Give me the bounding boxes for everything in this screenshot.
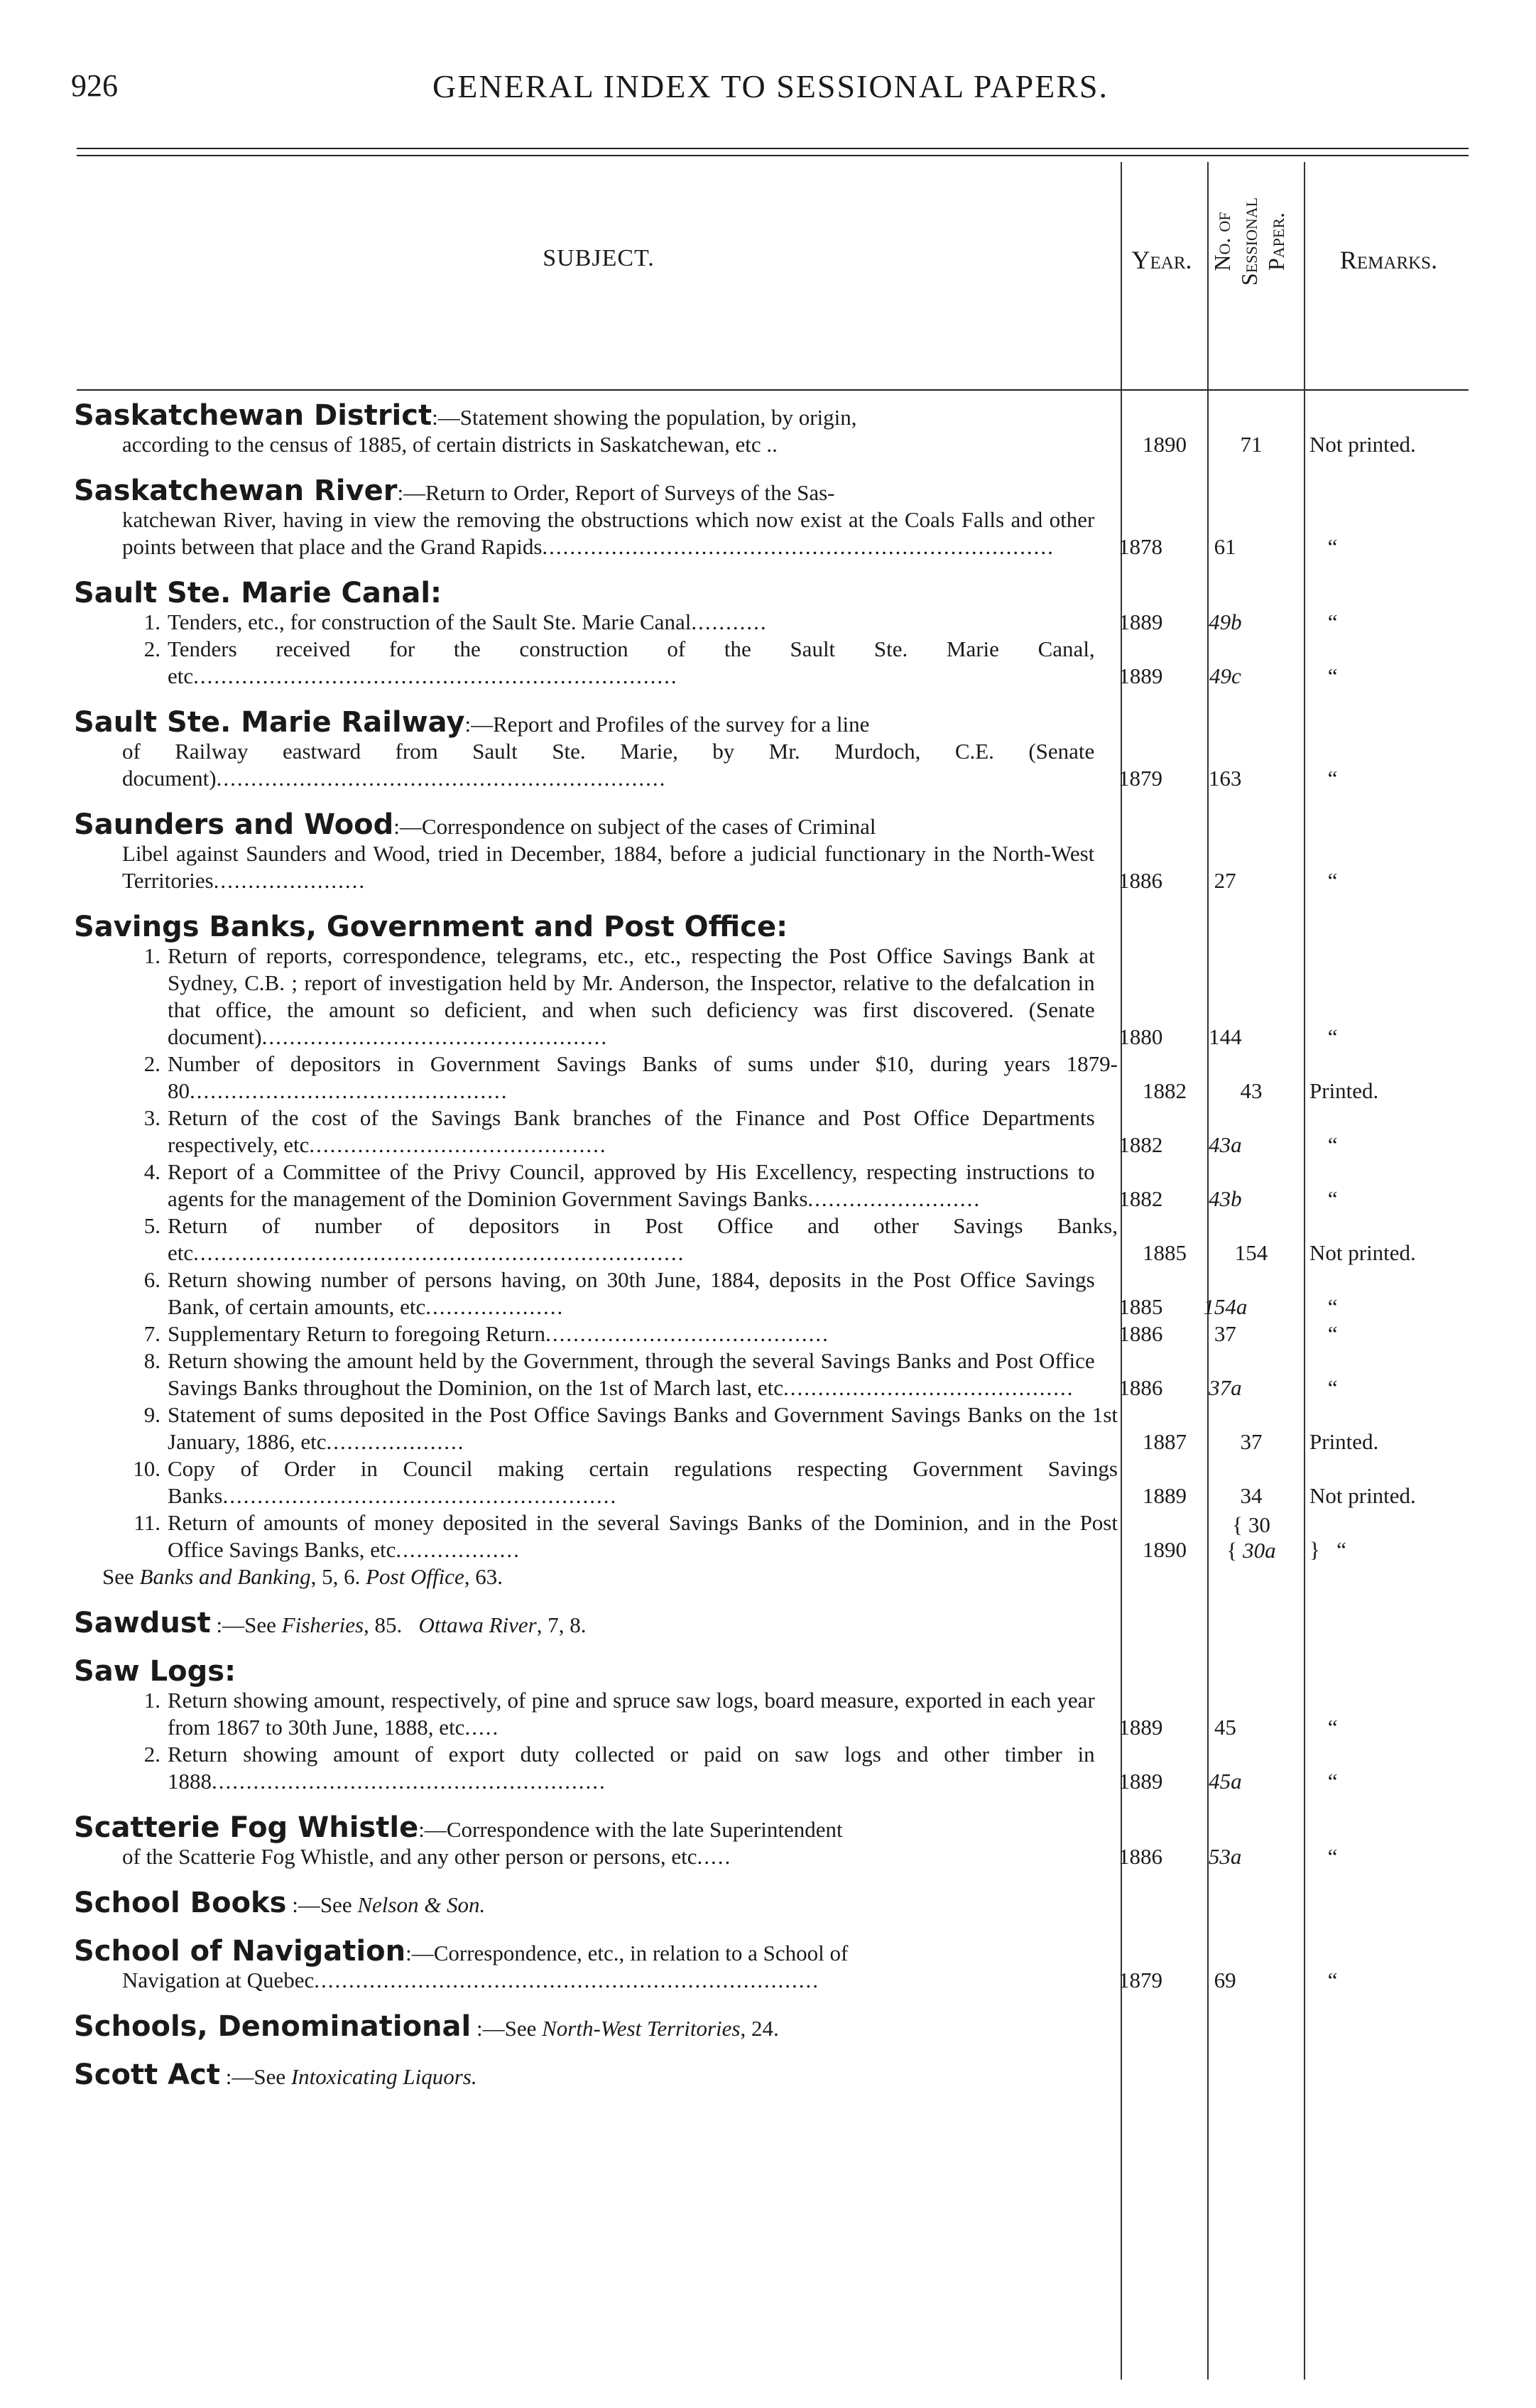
table-row	[74, 636, 1494, 690]
entry-school-of-navigation	[74, 1937, 1494, 1994]
entry-schools-denominational	[74, 2012, 1494, 2042]
entry-heading: School of Navigation	[74, 1935, 406, 1968]
column-header-rule	[77, 389, 1469, 391]
remarks-cell: “	[1327, 663, 1338, 688]
entry-heading-colon: :	[776, 911, 788, 943]
item-text: Return showing amount, respectively, of pine and spruce saw logs, board measure, exported in each year from 1867 to 30th June, 1888, etc	[168, 1688, 1095, 1740]
remarks-cell: “	[1327, 1769, 1338, 1794]
table-row	[74, 1509, 1494, 1563]
paper-number-first: { 30	[1232, 1512, 1270, 1537]
column-header-paper-line1: No. of	[1209, 212, 1235, 271]
year-cell: 1880	[1118, 1024, 1163, 1049]
table-row	[74, 1105, 1494, 1159]
year-cell: 1890	[1143, 432, 1187, 457]
entry-heading: Scatterie Fog Whistle	[74, 1811, 419, 1844]
year-cell: 1885	[1143, 1240, 1187, 1265]
item-text: Report of a Committee of the Privy Council, approved by His Excellency, respecting instructions to agents for the management of the Dominion Government Savings Banks	[168, 1159, 1095, 1211]
table-row	[74, 506, 1494, 560]
see-reference-numbers: , 63.	[464, 1564, 503, 1589]
item-number: 4.	[143, 1159, 160, 1184]
remarks-cell: “	[1327, 1024, 1338, 1049]
leader-dots: ..........................................	[783, 1375, 1074, 1400]
entry-school-books	[74, 1889, 1494, 1919]
year-cell: 1879	[1118, 1968, 1162, 1992]
entry-text: :—Report and Profiles of the survey for a line	[464, 712, 870, 737]
remarks-cell: “	[1327, 609, 1338, 634]
year-cell: 1889	[1118, 1769, 1163, 1794]
table-row	[74, 1320, 1494, 1347]
entry-text: according to the census of 1885, of certain districts in Saskatchewan, etc ..	[122, 432, 778, 457]
see-prefix: :—See	[216, 1612, 276, 1637]
item-number: 11.	[134, 1510, 160, 1535]
column-header-year: Year.	[1131, 246, 1192, 274]
table-row	[74, 1741, 1494, 1795]
year-cell: 1886	[1118, 868, 1162, 893]
entry-heading-colon: :	[224, 1655, 236, 1688]
leader-dots: ....................	[425, 1294, 565, 1319]
see-prefix: See	[102, 1564, 134, 1589]
item-text: Return of number of depositors in Post Office and other Savings Banks, etc	[168, 1213, 1118, 1265]
item-number: 2.	[143, 636, 160, 661]
item-text: Number of depositors in Government Savings Banks of sums under $10, during years 1879-80	[168, 1051, 1118, 1103]
leader-dots: .................................................................	[216, 766, 667, 791]
table-row	[74, 1347, 1494, 1401]
table-row	[74, 1843, 1494, 1870]
entry-heading: Sawdust	[74, 1607, 211, 1639]
see-prefix: :—See	[225, 2064, 286, 2089]
paper-number-cell: 37	[1214, 1321, 1236, 1346]
entry-text: :—Statement showing the population, by origin,	[432, 405, 857, 430]
remarks-cell: “	[1327, 1375, 1338, 1400]
item-number: 6.	[143, 1267, 160, 1292]
table-row	[74, 1687, 1494, 1741]
leader-dots: ..................................................	[261, 1024, 609, 1049]
paper-number-cell: 53a	[1208, 1844, 1242, 1869]
paper-number-cell: 37a	[1209, 1375, 1242, 1400]
paper-number-cell: 37	[1240, 1429, 1263, 1454]
item-number: 8.	[143, 1348, 160, 1373]
remarks-cell: “	[1327, 1132, 1338, 1157]
leader-dots: ......................	[213, 868, 366, 893]
see-reference: Nelson & Son.	[357, 1892, 486, 1917]
item-text: Return showing amount of export duty collected or paid on saw logs and other timber in 1888	[168, 1742, 1095, 1794]
entry-sawdust	[74, 1609, 1494, 1639]
entry-saunders-and-wood	[74, 810, 1494, 894]
entry-sault-canal	[74, 579, 1494, 690]
entry-text: :—Correspondence with the late Superintendent	[418, 1817, 843, 1842]
see-reference-numbers: , 5, 6.	[310, 1564, 361, 1589]
header-rule-top	[77, 148, 1469, 149]
table-row	[74, 738, 1494, 792]
year-cell: 1882	[1118, 1132, 1163, 1157]
leader-dots: ..................	[396, 1537, 521, 1562]
remarks-cell: Not printed.	[1309, 1240, 1416, 1265]
column-header-paper-line2: Sessional	[1236, 197, 1262, 286]
see-prefix: :—See	[476, 2016, 537, 2041]
year-cell: 1882	[1143, 1078, 1187, 1103]
see-reference: North-West Territories	[542, 2016, 741, 2041]
year-cell: 1882	[1118, 1186, 1163, 1211]
remarks-cell: “	[1327, 1294, 1338, 1319]
entry-savings-banks	[74, 913, 1494, 1590]
see-reference: Post Office	[366, 1564, 464, 1589]
item-number: 7.	[143, 1321, 160, 1346]
header-rule-second	[77, 155, 1469, 156]
column-header-remarks: Remarks.	[1339, 246, 1438, 274]
remarks-cell: “	[1327, 1968, 1338, 1992]
column-header-subject: SUBJECT.	[543, 245, 655, 271]
entry-text: Libel against Saunders and Wood, tried in December, 1884, before a judicial functionary in the North-West Territories	[122, 841, 1095, 893]
page-title: GENERAL INDEX TO SESSIONAL PAPERS.	[432, 68, 1109, 104]
see-reference-numbers: , 24.	[740, 2016, 779, 2041]
entry-text: of the Scatterie Fog Whistle, and any other person or persons, etc	[122, 1844, 697, 1869]
entry-heading: Saunders and Wood	[74, 808, 394, 841]
item-text: Return showing the amount held by the Government, through the several Savings Banks and Post Office Savings Banks throughout the Dominion, on the 1st of March last, etc	[168, 1348, 1095, 1400]
remarks-cell: Not printed.	[1309, 432, 1416, 457]
column-header-paper-line3: Paper.	[1263, 212, 1289, 271]
table-row	[74, 1159, 1494, 1213]
see-reference: Banks and Banking	[139, 1564, 311, 1589]
page-header	[71, 67, 1470, 110]
leader-dots: ....................	[326, 1429, 465, 1454]
remarks-cell: “	[1327, 766, 1338, 791]
item-text: Tenders, etc., for construction of the Sault Ste. Marie Canal	[168, 609, 692, 634]
see-prefix: :—See	[292, 1892, 352, 1917]
remarks-cell: Printed.	[1309, 1078, 1379, 1103]
entry-saskatchewan-district	[74, 401, 1494, 458]
item-number: 10.	[133, 1456, 160, 1481]
year-cell: 1878	[1118, 534, 1162, 559]
item-number: 3.	[143, 1105, 160, 1130]
paper-number-cell: 61	[1214, 534, 1236, 559]
remarks-cell: } “	[1309, 1537, 1346, 1562]
remarks-cell: “	[1327, 1321, 1338, 1346]
entry-heading: Schools, Denominational	[74, 2010, 472, 2043]
see-also-line	[74, 1563, 1494, 1590]
item-number: 1.	[143, 943, 160, 968]
year-cell: 1886	[1118, 1375, 1163, 1400]
entry-text: :—Correspondence on subject of the cases of Criminal	[393, 814, 876, 839]
paper-number-cell: 43b	[1209, 1186, 1242, 1211]
entry-heading-colon: :	[430, 577, 442, 609]
paper-number-cell: 144	[1209, 1024, 1242, 1049]
paper-number-second: { 30a	[1226, 1538, 1276, 1563]
remarks-cell: Not printed.	[1309, 1483, 1416, 1508]
entry-heading: Savings Banks, Government and Post Office	[74, 911, 777, 943]
item-text: Return of amounts of money deposited in the several Savings Banks of the Dominion, and in the Post Office Savings Banks, etc	[168, 1510, 1118, 1562]
paper-number-cell: 69	[1214, 1968, 1236, 1992]
entry-heading: Saskatchewan District	[74, 399, 432, 432]
entry-saskatchewan-river	[74, 474, 1494, 560]
paper-number-cell: 43a	[1209, 1132, 1242, 1157]
year-cell: 1889	[1118, 1715, 1163, 1740]
entry-scott-act	[74, 2061, 1494, 2090]
item-number: 1.	[143, 1688, 160, 1713]
item-number: 2.	[143, 1742, 160, 1767]
year-cell: 1889	[1118, 609, 1163, 634]
year-cell: 1890	[1143, 1537, 1187, 1562]
entry-sault-railway	[74, 708, 1494, 792]
paper-number-cell: 49c	[1209, 663, 1241, 688]
remarks-cell: “	[1327, 534, 1338, 559]
table-row	[74, 1401, 1494, 1455]
table-row	[74, 840, 1494, 894]
item-text: Supplementary Return to foregoing Return	[168, 1321, 546, 1346]
year-cell: 1886	[1118, 1844, 1162, 1869]
remarks-cell: Printed.	[1309, 1429, 1379, 1454]
paper-number-cell: 43	[1240, 1078, 1263, 1103]
table-row	[74, 1967, 1494, 1994]
item-text: Return of the cost of the Savings Bank branches of the Finance and Post Office Departments respectively, etc	[168, 1105, 1095, 1157]
paper-number-cell: 34	[1240, 1483, 1263, 1508]
paper-number-cell: 45	[1214, 1715, 1236, 1740]
leader-dots: .....	[697, 1844, 732, 1869]
paper-number-cell: 49b	[1209, 609, 1242, 634]
item-text: Return of reports, correspondence, telegrams, etc., etc., respecting the Post Office Savings Bank at Sydney, C.B. ; report of investigation held by Mr. Anderson, the Inspector, relative to the defalcation in that office, the amount so deficient, and when such deficiency was first discovered. (Senate document)	[168, 943, 1095, 1049]
paper-number-cell	[1204, 1512, 1298, 1563]
year-cell: 1889	[1143, 1483, 1187, 1508]
item-number: 9.	[143, 1402, 160, 1427]
leader-dots: .........................................................	[222, 1483, 618, 1508]
leader-dots: .........................................................	[212, 1769, 606, 1794]
see-reference: Ottawa River	[418, 1612, 537, 1637]
paper-number-cell: 27	[1214, 868, 1236, 893]
remarks-cell: “	[1327, 1844, 1338, 1869]
item-number: 1.	[143, 609, 160, 634]
paper-number-cell: 71	[1240, 432, 1263, 457]
table-row	[74, 609, 1494, 636]
entry-saw-logs	[74, 1657, 1494, 1795]
paper-number-cell: 45a	[1209, 1769, 1242, 1794]
column-header-paper-number	[1209, 170, 1289, 313]
entry-heading: Scott Act	[74, 2059, 220, 2091]
entry-scatterie-fog-whistle	[74, 1813, 1494, 1870]
leader-dots: ..........................................................................	[542, 534, 1055, 559]
item-text: Copy of Order in Council making certain regulations respecting Government Savings Banks	[168, 1456, 1118, 1508]
year-cell: 1885	[1118, 1294, 1163, 1319]
table-row	[74, 1267, 1494, 1320]
leader-dots: ...........	[691, 609, 768, 634]
item-text: Return showing number of persons having, on 30th June, 1884, deposits in the Post Office Savings Bank, of certain amounts, etc	[168, 1267, 1095, 1319]
leader-dots: .........................................................................	[314, 1968, 820, 1992]
entry-text: katchewan River, having in view the removing the obstructions which now exist at the Coals Falls and other points between that place and the Grand Rapids	[122, 507, 1095, 559]
see-reference: Fisheries	[281, 1612, 364, 1637]
item-text: Tenders received for the construction of the Sault Ste. Marie Canal, etc	[168, 636, 1095, 688]
item-number: 2.	[143, 1051, 160, 1076]
year-cell: 1879	[1118, 766, 1162, 791]
item-text: Statement of sums deposited in the Post Office Savings Banks and Government Savings Banks on the 1st January, 1886, etc	[168, 1402, 1118, 1454]
entry-heading: Saskatchewan River	[74, 474, 398, 507]
see-reference: Intoxicating Liquors.	[290, 2064, 477, 2089]
year-cell: 1886	[1118, 1321, 1163, 1346]
leader-dots: .........................................	[545, 1321, 829, 1346]
table-row	[74, 943, 1494, 1051]
remarks-cell: “	[1327, 1715, 1338, 1740]
see-reference-numbers: , 7, 8.	[536, 1612, 587, 1637]
leader-dots: ...........................................	[309, 1132, 607, 1157]
index-content	[74, 401, 1494, 2109]
remarks-cell: “	[1327, 1186, 1338, 1211]
entry-text: of Railway eastward from Sault Ste. Marie, by Mr. Murdoch, C.E. (Senate document)	[122, 739, 1095, 791]
entry-text: :—Return to Order, Report of Surveys of the Sas-	[397, 480, 835, 505]
entry-heading: Sault Ste. Marie Railway	[74, 706, 465, 739]
page-number: 926	[71, 68, 118, 103]
table-row	[74, 1213, 1494, 1267]
leader-dots: .........................	[807, 1186, 981, 1211]
remarks-cell: “	[1327, 868, 1338, 893]
see-reference-numbers: , 85.	[364, 1612, 403, 1637]
leader-dots: .....	[464, 1715, 500, 1740]
entry-text: Navigation at Quebec	[122, 1968, 315, 1992]
paper-number-cell: 154	[1234, 1240, 1268, 1265]
table-row	[74, 1051, 1494, 1105]
table-row	[74, 431, 1494, 458]
leader-dots: .......................................................................	[193, 1240, 685, 1265]
entry-heading: Saw Logs	[74, 1655, 225, 1688]
table-row	[74, 1455, 1494, 1509]
leader-dots: ..............................................	[190, 1078, 508, 1103]
entry-heading: School Books	[74, 1887, 287, 1919]
year-cell: 1889	[1118, 663, 1163, 688]
item-number: 5.	[143, 1213, 160, 1238]
entry-heading: Sault Ste. Marie Canal	[74, 577, 431, 609]
paper-number-cell: 154a	[1203, 1294, 1248, 1319]
paper-number-cell: 163	[1208, 766, 1242, 791]
leader-dots: ......................................................................	[193, 663, 678, 688]
entry-text: :—Correspondence, etc., in relation to a School of	[405, 1941, 849, 1965]
year-cell: 1887	[1143, 1429, 1187, 1454]
